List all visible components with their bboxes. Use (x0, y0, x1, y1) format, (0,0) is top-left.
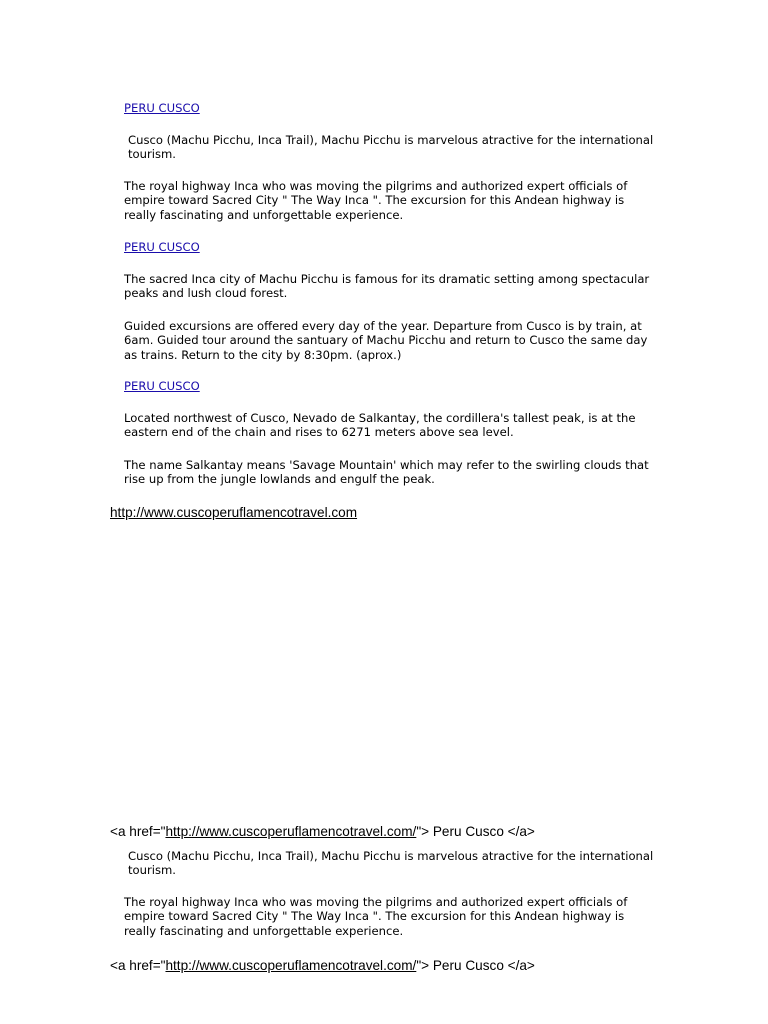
paragraph-royal-highway: The royal highway Inca who was moving the pilgrims and authorized expert officials of empire toward Sacred City " The Way Inca ". The excursion for this Andean highway is really fascinating and unforgettable experience. (124, 179, 628, 222)
code-suffix: "> Peru Cusco </a> (416, 824, 535, 839)
code-suffix: "> Peru Cusco </a> (416, 958, 535, 973)
code-url-link[interactable]: http://www.cuscoperuflamencotravel.com/ (165, 824, 417, 839)
peru-cusco-link-1[interactable]: PERU CUSCO (124, 101, 200, 115)
paragraph-repeat-intro: Cusco (Machu Picchu, Inca Trail), Machu Picchu is marvelous atractive for the international tourism. (128, 849, 654, 878)
code-prefix: <a href=" (110, 824, 166, 839)
code-url-link[interactable]: http://www.cuscoperuflamencotravel.com/ (165, 958, 417, 973)
peru-cusco-link-2[interactable]: PERU CUSCO (124, 240, 200, 254)
paragraph-machu-picchu-intro: Cusco (Machu Picchu, Inca Trail), Machu Picchu is marvelous atractive for the international tourism. (128, 133, 654, 162)
html-code-line-1 (110, 824, 535, 840)
paragraph-salkantay-name: The name Salkantay means 'Savage Mountain' which may refer to the swirling clouds that rise up from the jungle lowlands and engulf the peak. (124, 458, 649, 487)
peru-cusco-link-3[interactable]: PERU CUSCO (124, 379, 200, 393)
code-prefix: <a href=" (110, 958, 166, 973)
paragraph-guided-excursions: Guided excursions are offered every day of the year. Departure from Cusco is by train, at 6am. Guided tour around the santuary of Machu Picchu and return to Cusco the same day as trains. Return to the city by 8:30pm. (aprox.) (124, 319, 648, 362)
html-code-line-2 (110, 958, 535, 974)
paragraph-sacred-city: The sacred Inca city of Machu Picchu is famous for its dramatic setting among spectacular peaks and lush cloud forest. (124, 272, 650, 301)
website-url-link[interactable]: http://www.cuscoperuflamencotravel.com (110, 505, 358, 520)
paragraph-repeat-highway: The royal highway Inca who was moving the pilgrims and authorized expert officials of empire toward Sacred City " The Way Inca ". The excursion for this Andean highway is really fascinating and unforgettable experience. (124, 895, 628, 938)
paragraph-salkantay-location: Located northwest of Cusco, Nevado de Salkantay, the cordillera's tallest peak, is at the eastern end of the chain and rises to 6271 meters above sea level. (124, 411, 636, 440)
